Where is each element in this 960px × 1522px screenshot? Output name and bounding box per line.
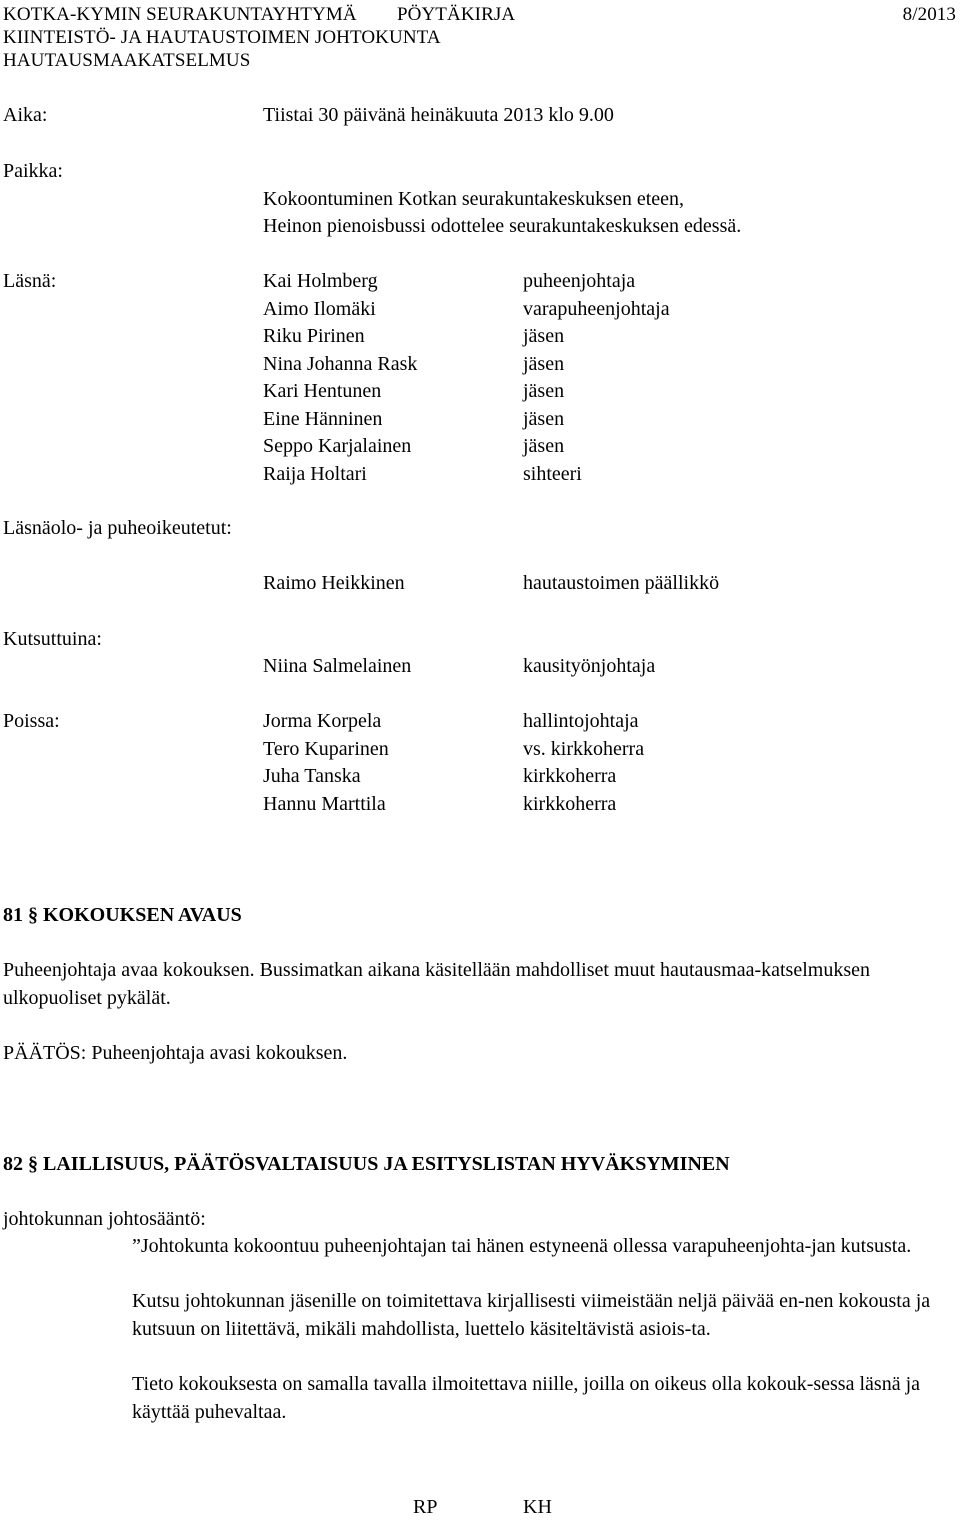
absent-role: kirkkoherra bbox=[523, 792, 617, 815]
present-role: jäsen bbox=[523, 435, 565, 457]
present-role: jäsen bbox=[523, 352, 565, 375]
section-82-quote-1: ”Johtokunta kokoontuu puheenjohtajan tai hänen estyneenä ollessa varapuheenjohta-jan kutsusta. bbox=[132, 1235, 912, 1257]
invited-role: kausityönjohtaja bbox=[523, 655, 656, 677]
section-82-quote-2: Kutsu johtokunnan jäsenille on toimitettava kirjallisesti viimeistään neljä päivää en-nen kokousta ja kutsuun on liitettävä, mikäli mahdollista, luettelo käsiteltävistä asiois-ta. bbox=[132, 1290, 931, 1340]
absent-role: vs. kirkkoherra bbox=[523, 737, 645, 760]
present-name: Seppo Karjalainen bbox=[263, 435, 412, 457]
invited-label: Kutsuttuina: bbox=[3, 628, 102, 650]
present-role: jäsen bbox=[523, 407, 565, 430]
section-82-quote-3: Tieto kokouksesta on samalla tavalla ilmoitettava niille, joilla on oikeus olla kokouk-sessa läsnä ja käyttää puhevaltaa. bbox=[132, 1373, 920, 1423]
section-81-decision: PÄÄTÖS: Puheenjohtaja avasi kokouksen. bbox=[3, 1042, 348, 1064]
present-name: Kai Holmberg bbox=[263, 270, 378, 292]
section-82-intro: johtokunnan johtosääntö: bbox=[3, 1208, 206, 1230]
entitled-name: Raimo Heikkinen bbox=[263, 572, 405, 594]
initials-checker: KH bbox=[523, 1496, 552, 1518]
present-name: Nina Johanna Rask bbox=[263, 352, 418, 375]
absent-name: Tero Kuparinen bbox=[263, 737, 389, 760]
place-line-1: Kokoontuminen Kotkan seurakuntakeskuksen eteen, bbox=[263, 188, 685, 210]
present-name: Riku Pirinen bbox=[263, 325, 365, 347]
section-81-heading: 81 § KOKOUKSEN AVAUS bbox=[3, 904, 242, 926]
header-subject: HAUTAUSMAAKATSELMUS bbox=[3, 50, 251, 71]
present-role: jäsen bbox=[523, 325, 565, 347]
present-name: Raija Holtari bbox=[263, 462, 367, 485]
time-value: Tiistai 30 päivänä heinäkuuta 2013 klo 9.00 bbox=[263, 104, 614, 126]
header-doctype: PÖYTÄKIRJA bbox=[397, 4, 516, 25]
absent-label: Poissa: bbox=[3, 710, 60, 732]
present-role: puheenjohtaja bbox=[523, 270, 636, 292]
place-label: Paikka: bbox=[3, 160, 63, 182]
present-role: sihteeri bbox=[523, 462, 582, 485]
present-name: Kari Hentunen bbox=[263, 380, 382, 402]
time-label: Aika: bbox=[3, 104, 48, 126]
entitled-role: hautaustoimen päällikkö bbox=[523, 572, 720, 594]
header-number: 8/2013 bbox=[902, 4, 956, 25]
place-line-2: Heinon pienoisbussi odottelee seurakuntakeskuksen edessä. bbox=[263, 215, 742, 237]
absent-name: Hannu Marttila bbox=[263, 792, 386, 815]
absent-role: hallintojohtaja bbox=[523, 710, 639, 732]
present-role: jäsen bbox=[523, 380, 565, 402]
section-82-heading: 82 § LAILLISUUS, PÄÄTÖSVALTAISUUS JA ESITYSLISTAN HYVÄKSYMINEN bbox=[3, 1153, 730, 1175]
header-board: KIINTEISTÖ- JA HAUTAUSTOIMEN JOHTOKUNTA bbox=[3, 27, 441, 48]
present-label: Läsnä: bbox=[3, 270, 57, 292]
entitled-label: Läsnäolo- ja puheoikeutetut: bbox=[3, 517, 232, 539]
absent-role: kirkkoherra bbox=[523, 765, 617, 787]
initials-chair: RP bbox=[413, 1496, 438, 1518]
absent-name: Juha Tanska bbox=[263, 765, 361, 787]
present-name: Eine Hänninen bbox=[263, 407, 383, 430]
absent-name: Jorma Korpela bbox=[263, 710, 382, 732]
header-org: KOTKA-KYMIN SEURAKUNTAYHTYMÄ bbox=[3, 4, 357, 25]
present-role: varapuheenjohtaja bbox=[523, 297, 670, 320]
invited-name: Niina Salmelainen bbox=[263, 655, 412, 677]
section-81-body: Puheenjohtaja avaa kokouksen. Bussimatkan aikana käsitellään mahdolliset muut hautausmaa-katselmuksen ulkopuoliset pykälät. bbox=[3, 959, 870, 1009]
present-name: Aimo Ilomäki bbox=[263, 297, 376, 320]
